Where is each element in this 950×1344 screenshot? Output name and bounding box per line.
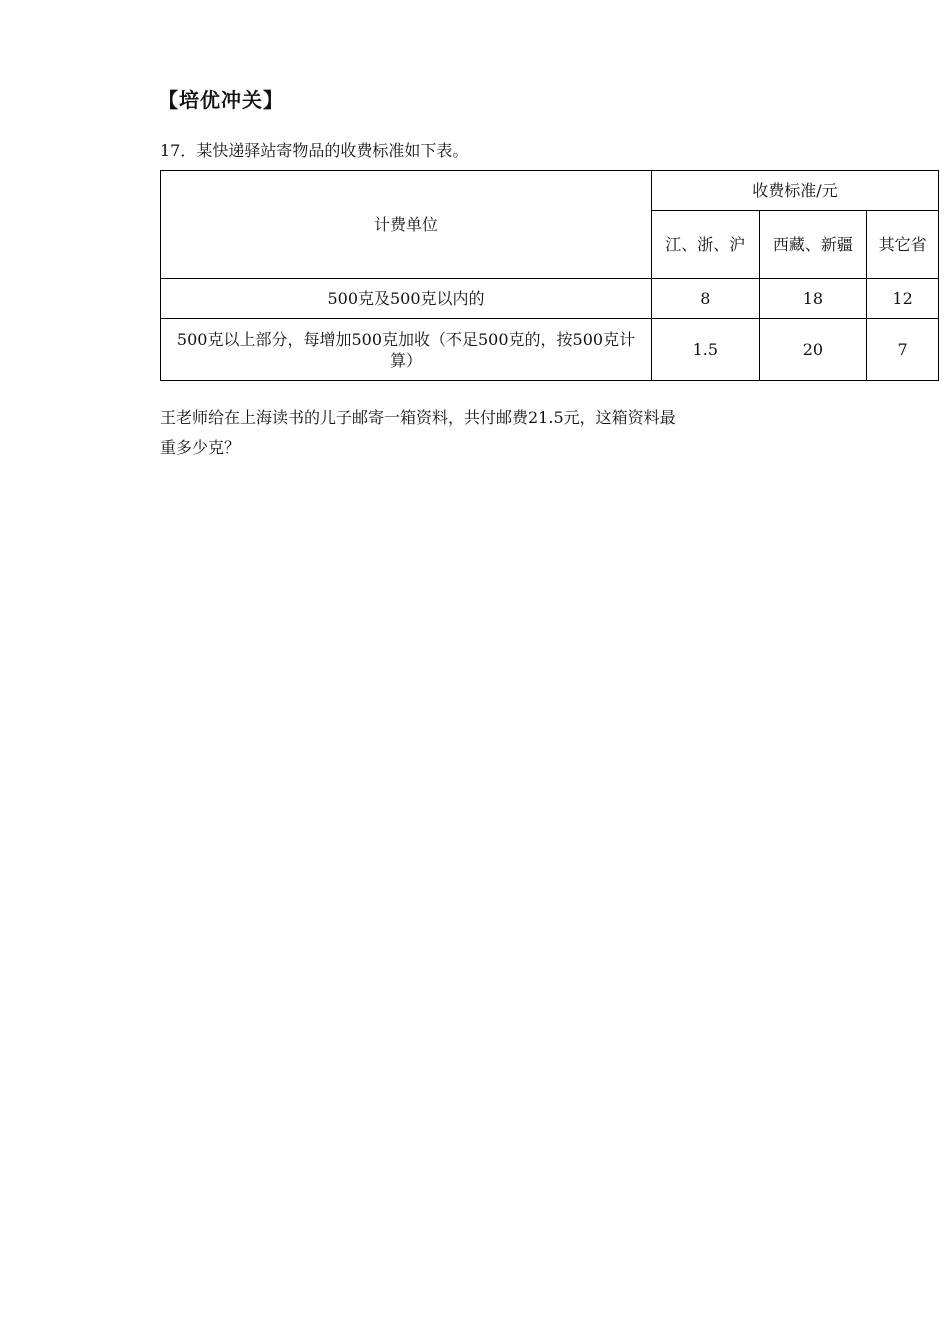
question-text-line: 王老师给在上海读书的儿子邮寄一箱资料，共付邮费21.5元，这箱资料最: [160, 408, 676, 427]
region-header-other: 其它省: [867, 211, 939, 279]
fee-table: [160, 170, 939, 381]
fee-cell: 12: [867, 279, 939, 319]
question-intro: 17．某快递驿站寄物品的收费标准如下表。: [160, 141, 469, 160]
unit-header-cell: 计费单位: [161, 171, 652, 279]
fee-cell: 8: [652, 279, 760, 319]
table-row: [161, 319, 939, 381]
fee-cell: 7: [867, 319, 939, 381]
row-label: 500克及500克以内的: [161, 279, 652, 319]
table-row: [161, 279, 939, 319]
question-text-line: 重多少克？: [160, 438, 241, 457]
region-header-jiangzhehu: 江、浙、沪: [652, 211, 760, 279]
question-body: [160, 403, 800, 463]
section-title: 【培优冲关】: [158, 88, 284, 112]
standard-header-cell: 收费标准/元: [652, 171, 939, 211]
fee-cell: 20: [759, 319, 867, 381]
fee-cell: 18: [759, 279, 867, 319]
fee-cell: 1.5: [652, 319, 760, 381]
table-header-row: [161, 171, 939, 211]
region-header-xizang-xinjiang: 西藏、新疆: [759, 211, 867, 279]
row-label: 500克以上部分，每增加500克加收（不足500克的，按500克计算）: [161, 319, 652, 381]
